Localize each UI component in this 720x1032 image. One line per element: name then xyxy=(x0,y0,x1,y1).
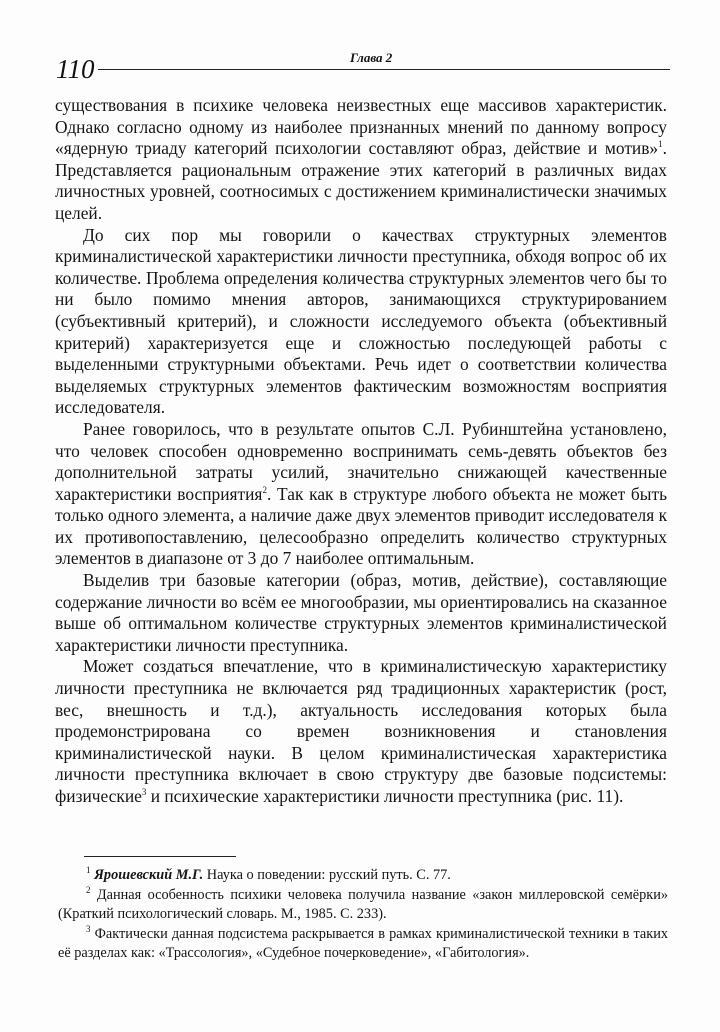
body-text xyxy=(55,95,667,808)
page-number: 110 xyxy=(56,54,95,84)
footnote-ref-2[interactable]: 2 xyxy=(262,484,267,495)
footnote-author: Ярошевский М.Г. xyxy=(94,867,204,883)
footnote-3: $^3$ Фактически данная подсистема раскрывается в рамках криминалистической техники в таких её разделах как: «Трассология», «Судебное почерковедение», «Габитология». xyxy=(58,924,668,962)
footnote-ref-3[interactable]: 3 xyxy=(141,787,147,798)
paragraph-2: До сих пор мы говорили о качествах структурных элементов криминалистической характеристики личности преступника, обходя вопрос об их количестве. Проблема определения количества структурных элементов чего бы то ни было помимо мнения авторов, занимающихся структурированием (субъективный критерий), и сложности исследуемого объекта (объективный критерий) характеризуется еще и сложностью последующей работы с выделенными структурными объектами. Речь идет о соответствии количества выделяемых структурных элементов фактическим возможностям восприятия исследователя. xyxy=(55,224,667,418)
chapter-title: Глава 2 xyxy=(350,50,393,65)
footnote-ref-1[interactable]: 1 xyxy=(658,139,663,150)
footnotes xyxy=(58,866,668,964)
header-rule xyxy=(98,69,670,70)
paragraph-1: существования в психике человека неизвестных еще массивов характеристик. Однако согласно одному из наиболее признанных мнений по данному вопросу «ядерную триаду категорий психологии составляют образ, действие и мотив»$^1$. Представляется рациональным отражение этих категорий в различных видах личностных уровней, соотносимых с достижением криминалистически значимых целей. xyxy=(55,95,667,223)
paragraph-4: Выделив три базовые категории (образ, мотив, действие), составляющие содержание личности во всём ее многообразии, мы ориентировались на сказанное выше об оптимальном количестве структурных элементов криминалистической характеристики личности преступника. xyxy=(55,570,667,655)
paragraph-5: Может создаться впечатление, что в криминалистическую характеристику личности преступника не включается ряд традиционных характеристик (рост, вес, внешность и т.д.), актуальность исследования которых была продемонстрирована со времен возникновения и становления криминалистической науки. В целом криминалистическая характеристика личности преступника включает в свою структуру две базовые подсистемы: физические$^3$ и психические характеристики личности преступника (рис. 11). xyxy=(55,656,667,806)
footnote-1: $^1$ Ярошевский М.Г. Наука о поведении: русский путь. С. 77. xyxy=(86,865,451,883)
paragraph-3: Ранее говорилось, что в результате опытов С.Л. Рубинштейна установлено, что человек способен одновременно воспринимать семь-девять объектов без дополнительной затраты усилий, значительно снижающей качественные характеристики восприятия$^2$. Так как в структуре любого объекта не может быть только одного элемента, а наличие даже двух элементов приводит исследователя к их противопоставлению, целесообразно определить количество структурных элементов в диапазоне от 3 до 7 наиболее оптимальным. xyxy=(55,418,668,569)
running-header xyxy=(50,47,670,87)
footnote-separator xyxy=(84,856,236,857)
footnote-2: $^2$ Данная особенность психики человека получила название «закон миллеровской семёрки» (Краткий психологический словарь. М., 1985. С. 233). xyxy=(58,884,668,923)
